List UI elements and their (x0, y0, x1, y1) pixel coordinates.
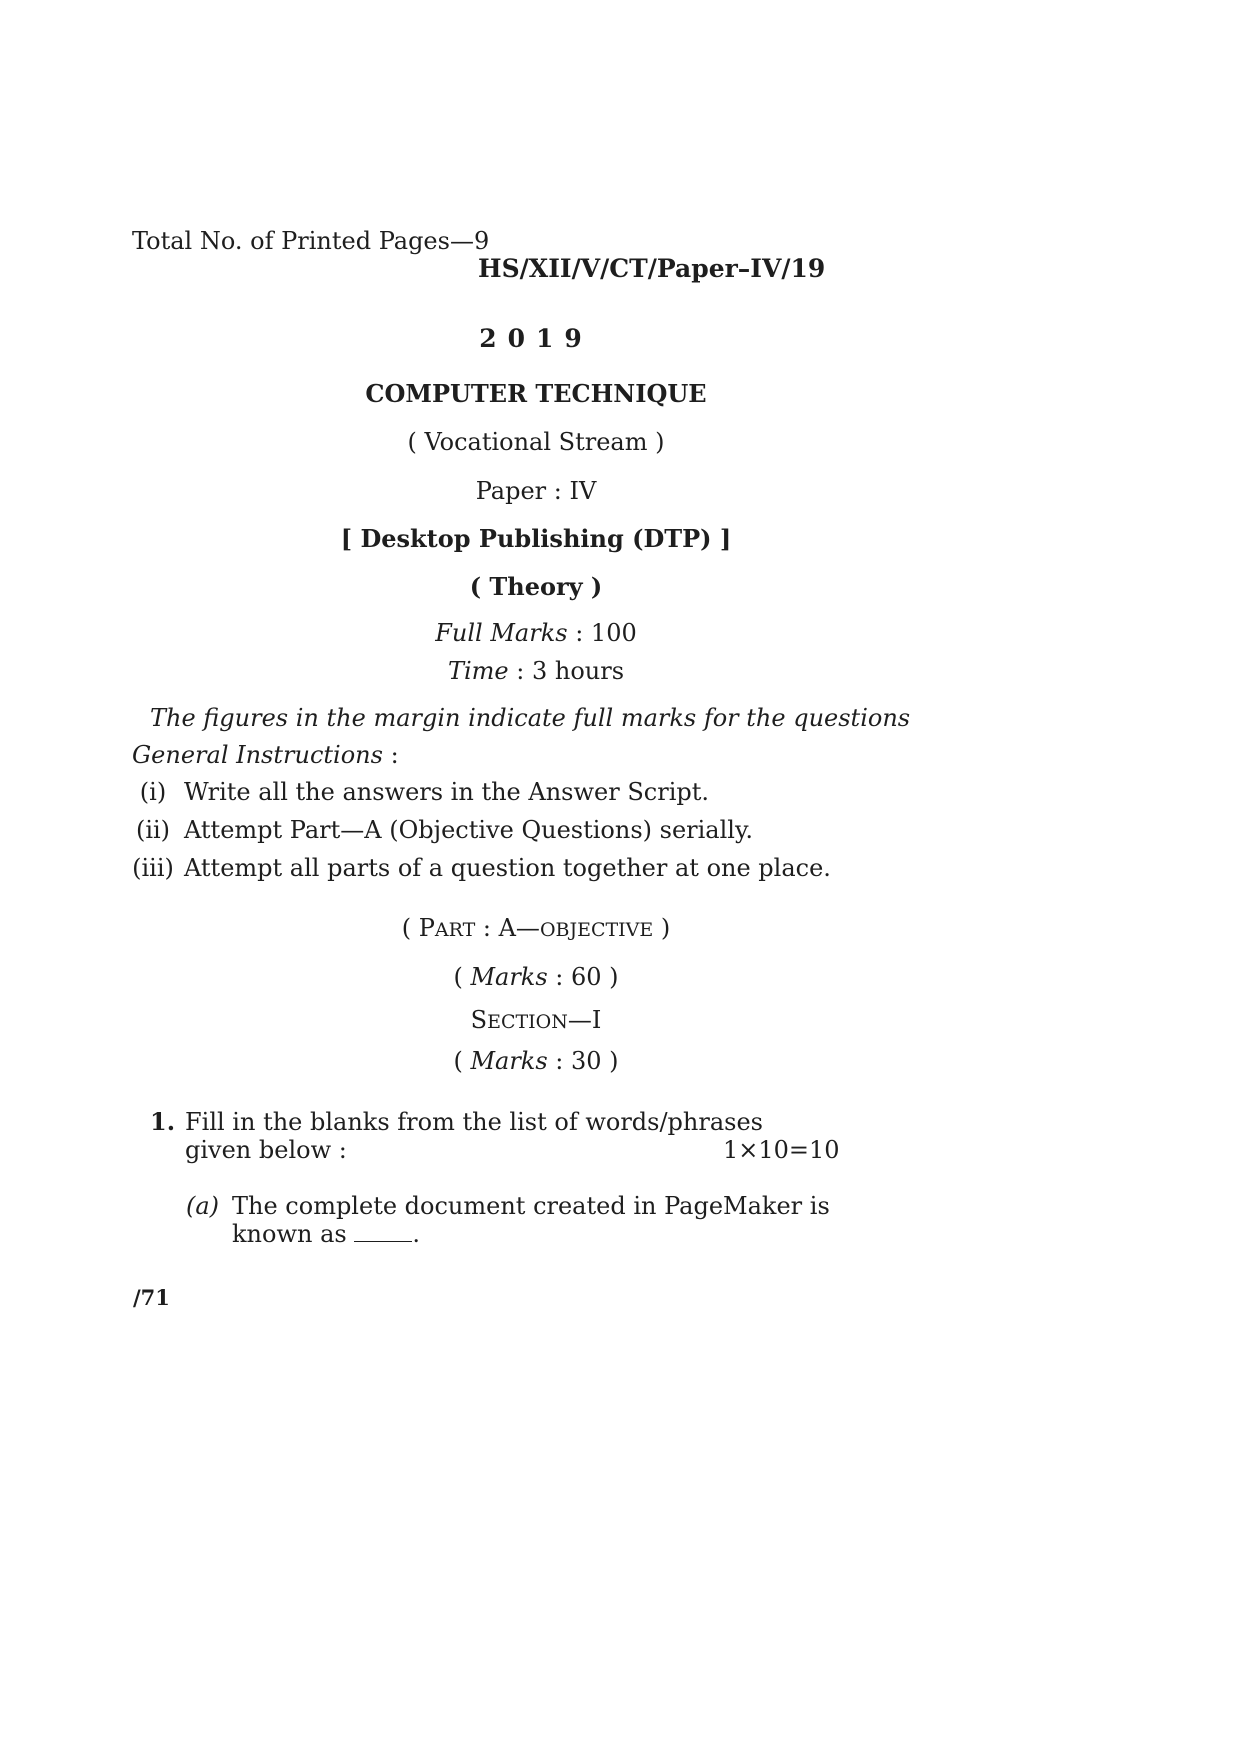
exam-year: 2019 (479, 324, 593, 353)
subject-title: COMPUTER TECHNIQUE (365, 379, 707, 408)
section-marks-label: Marks (470, 1047, 548, 1075)
part-rest: ART (434, 919, 476, 941)
full-marks-label: Full Marks (435, 619, 568, 647)
question-number: 1. (150, 1107, 176, 1136)
full-marks-value: : 100 (567, 619, 637, 647)
section-marks-value: : 30 ) (547, 1047, 619, 1075)
stream-label: ( Vocational Stream ) (407, 428, 665, 456)
part-marks (0, 962, 1072, 992)
part-marks-value: : 60 ) (547, 963, 619, 991)
section-suffix: —I (567, 1006, 602, 1034)
part-open: ( (401, 914, 419, 942)
sub-question-line-2 (232, 1219, 420, 1249)
instruction-text: Attempt all parts of a question together at one place. (184, 854, 831, 882)
section-marks (0, 1046, 1072, 1076)
sub-question-text: known as (232, 1220, 355, 1248)
part-mid: : A— (475, 914, 540, 942)
instruction-number: (iii) (132, 854, 174, 882)
instruction-number: (i) (139, 778, 167, 806)
paper-number: Paper : IV (475, 477, 597, 505)
part-cap: P (418, 914, 435, 942)
section-heading (0, 1005, 1072, 1037)
instructions-heading-suffix: : (382, 741, 399, 769)
paper-topic: [ Desktop Publishing (DTP) ] (340, 524, 732, 553)
question-text-line-2: given below : (185, 1136, 347, 1164)
answer-blank (354, 1221, 412, 1242)
question-marks: 1×10=10 (723, 1136, 840, 1164)
time-label: Time (447, 657, 509, 685)
question-text-line-1: Fill in the blanks from the list of words/phrases (185, 1108, 763, 1136)
full-marks-line (0, 618, 1072, 648)
section-cap: S (470, 1006, 488, 1034)
section-rest: ECTION (487, 1011, 568, 1033)
printed-pages-note: Total No. of Printed Pages—9 (132, 227, 490, 255)
sub-question-label: (a) (186, 1192, 220, 1220)
paper-kind: ( Theory ) (469, 572, 603, 601)
sub-question-period: . (412, 1220, 420, 1248)
sub-question-line-1: The complete document created in PageMaker is (232, 1192, 830, 1220)
page-code: /71 (133, 1285, 170, 1310)
margin-note: The figures in the margin indicate full marks for the questions (150, 704, 911, 732)
time-line (0, 656, 1072, 686)
part-close: ) (653, 914, 671, 942)
time-value: : 3 hours (508, 657, 625, 685)
instruction-number: (ii) (135, 816, 171, 844)
part-heading (0, 913, 1072, 945)
instruction-text: Write all the answers in the Answer Script. (184, 778, 709, 806)
instructions-heading-text: General Instructions (132, 741, 383, 769)
part-objective: OBJECTIVE (539, 919, 654, 941)
paper-code: HS/XII/V/CT/Paper–IV/19 (478, 254, 826, 283)
part-marks-label: Marks (470, 963, 548, 991)
part-marks-open: ( (453, 963, 471, 991)
instructions-heading (132, 740, 399, 770)
section-marks-open: ( (453, 1047, 471, 1075)
instruction-text: Attempt Part—A (Objective Questions) serially. (184, 816, 753, 844)
